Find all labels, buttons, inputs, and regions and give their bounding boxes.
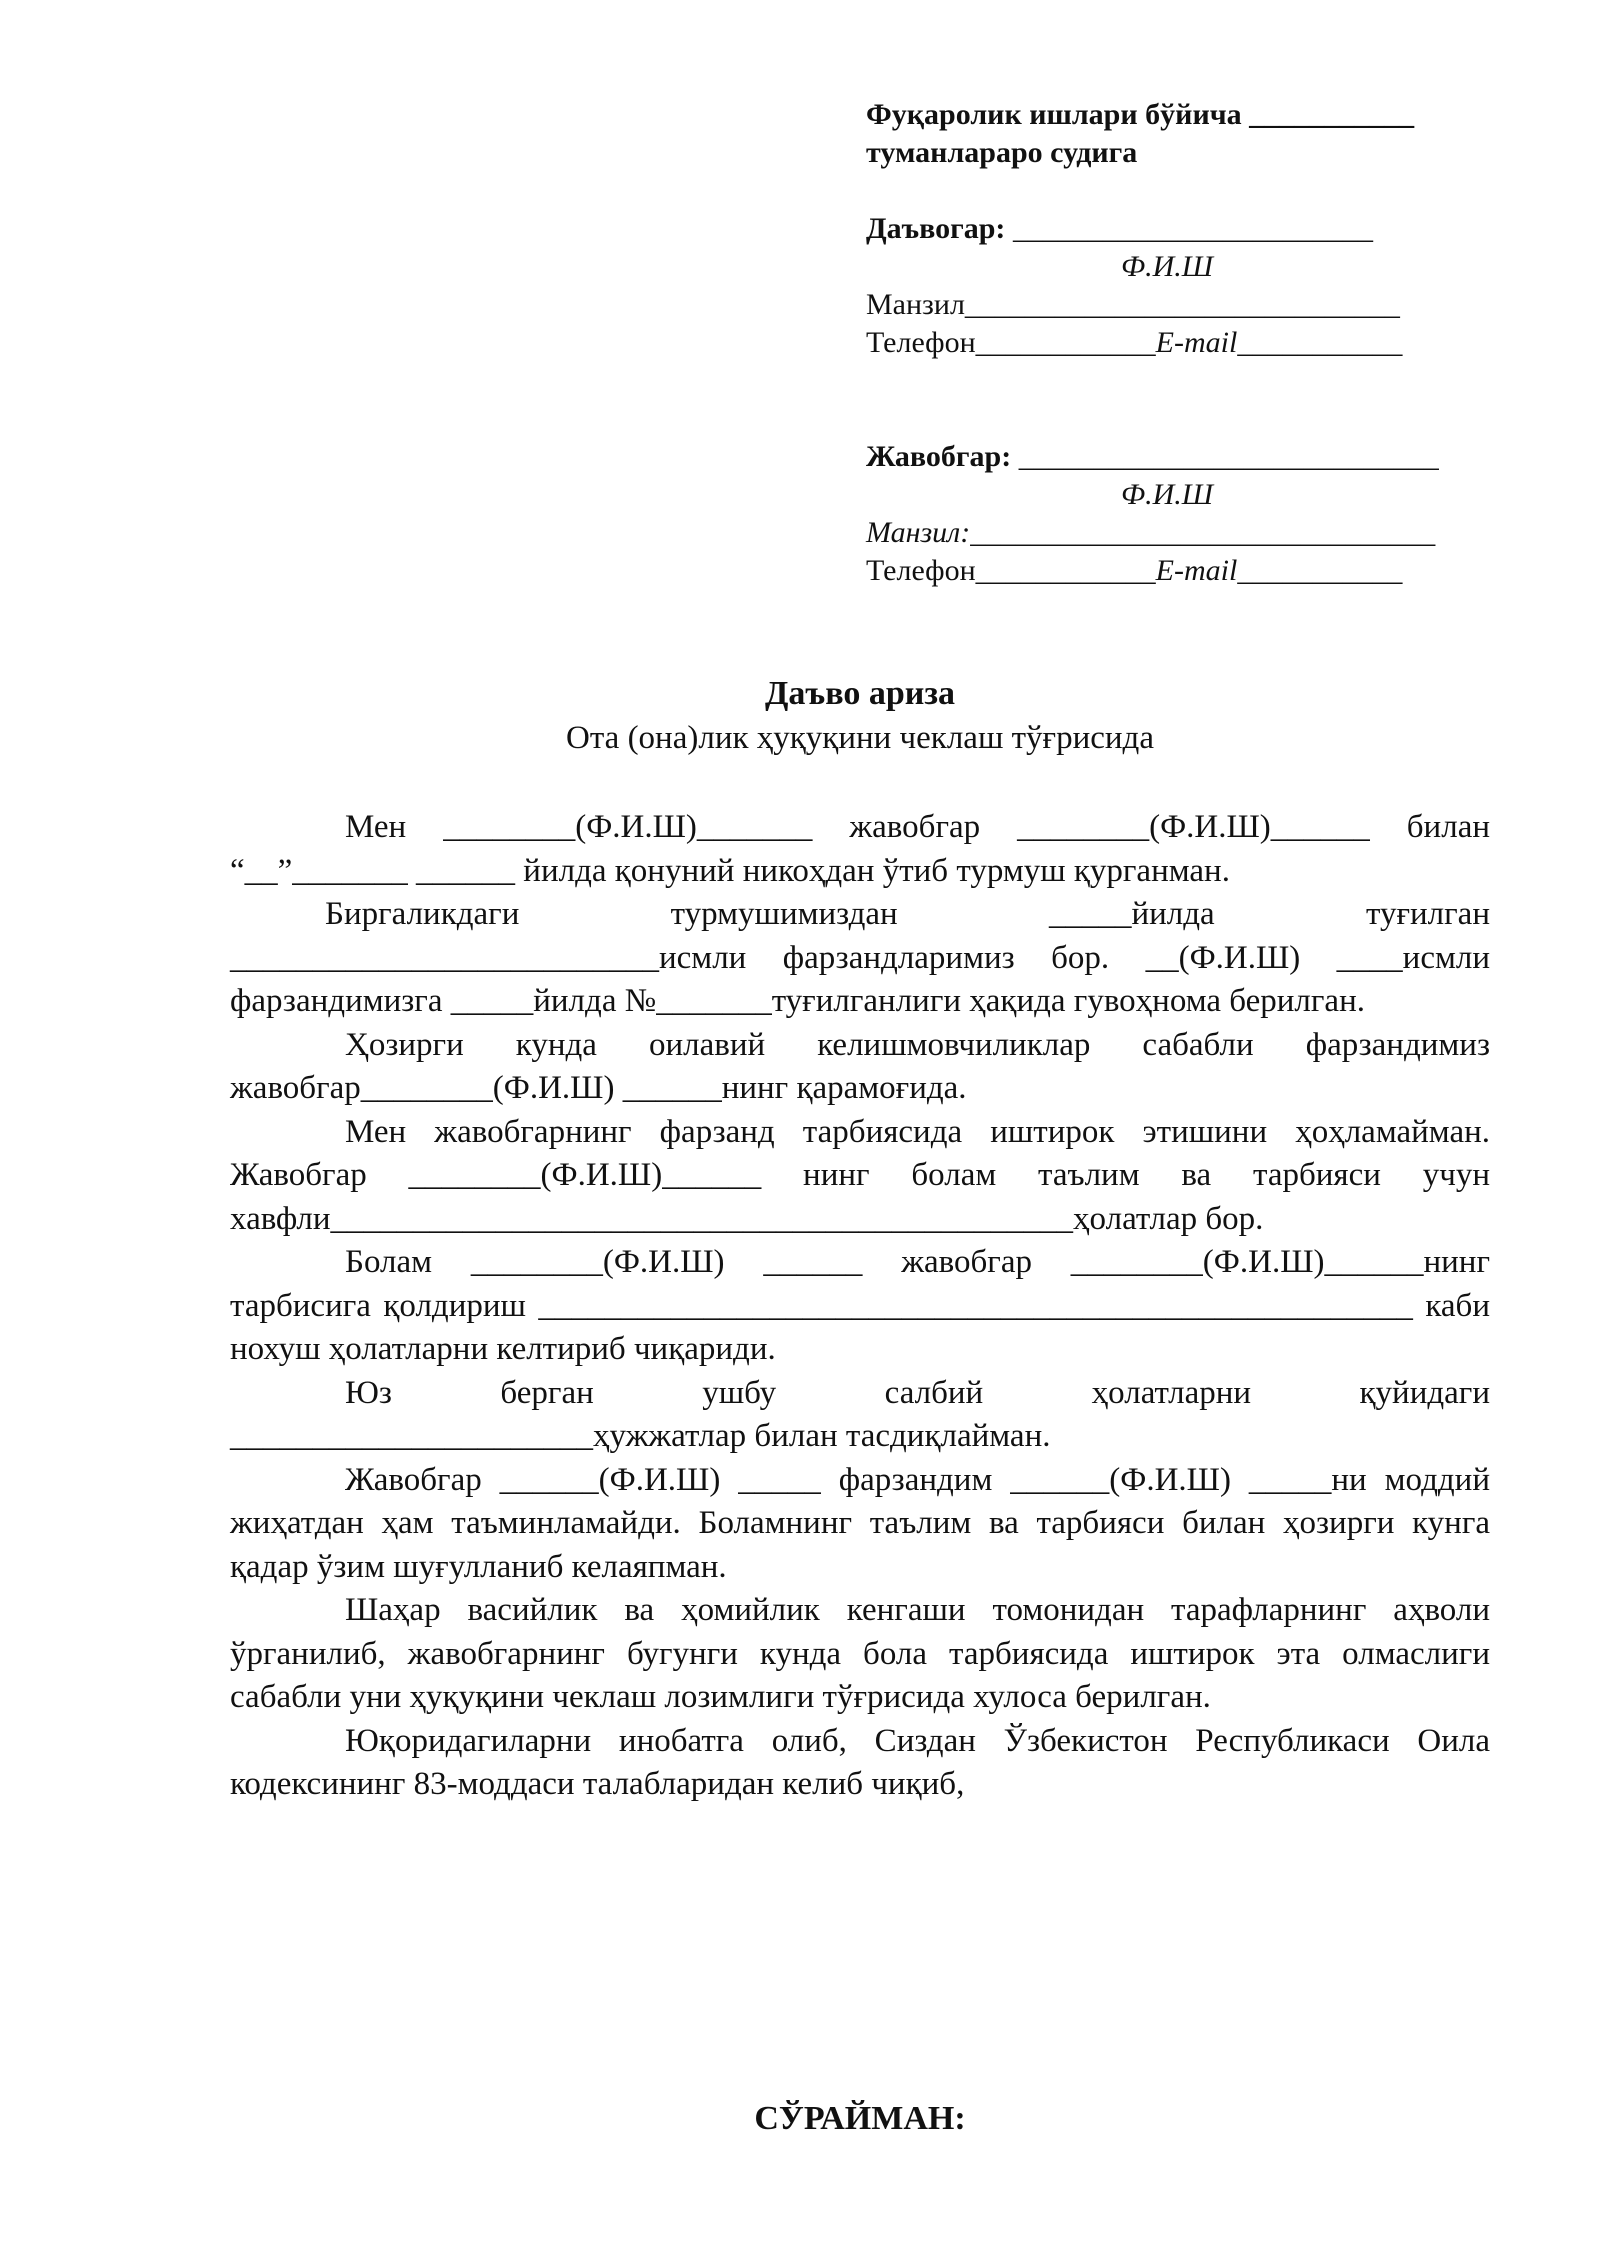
court-line-1: Фуқаролик ишлари бўйича ___________: [866, 98, 1415, 131]
plaintiff-fish-caption: Ф.И.Ш: [1121, 250, 1214, 283]
paragraph: Юз берган ушбу салбий ҳолатларни қуйидаги ______________________ҳужжатлар билан тасдиқлайман.: [230, 1374, 1490, 1454]
claim-body: [230, 806, 1490, 1807]
paragraph: Юқоридагиларни инобатга олиб, Сиздан Ўзбекистон Республикаси Оила кодексининг 83-моддаси талабларидан келиб чиқиб,: [230, 1722, 1490, 1802]
court-line-2: туманлараро судига: [866, 136, 1138, 169]
address-blank: _____________________________: [964, 288, 1400, 321]
plaintiff-name-blank: ________________________: [1005, 212, 1373, 245]
defendant-fish-caption: Ф.И.Ш: [1121, 478, 1214, 511]
paragraph: Шаҳар васийлик ва ҳомийлик кенгаши томонидан тарафларнинг аҳволи ўрганилиб, жавобгарнинг бугунги кунда бола тарбиясида иштирок эта олмаслиги сабабли уни ҳуқуқини чеклаш лозимлиги тўғрисида хулоса берилган.: [230, 1592, 1490, 1715]
defendant-address-line: [866, 514, 1466, 552]
defendant-name-blank: ____________________________: [1011, 440, 1439, 473]
paragraph: Биргаликдаги турмушимиздан _____йилда туғилган __________________________исмли фарзандларимиз бор. __(Ф.И.Ш) ____исмли фарзандимизга _____йилда №_______туғилганлиги ҳақида гувоҳнома берилган.: [230, 896, 1490, 1019]
plaintiff-contact-line: [866, 324, 1466, 362]
email-label: E-mail: [1155, 326, 1238, 359]
defendant-contact-line: [866, 552, 1466, 590]
phone-label: Телефон: [866, 326, 976, 359]
phone-blank: ____________: [975, 554, 1156, 587]
address-label-italic: Манзил:: [866, 516, 971, 549]
paragraph: Ҳозирги кунда оилавий келишмовчиликлар сабабли фарзандимиз жавобгар________(Ф.И.Ш) ______нинг қарамоғида.: [230, 1026, 1490, 1106]
paragraph: Мен ________(Ф.И.Ш)_______ жавобгар ________(Ф.И.Ш)______ билан “__”_______ ______ йилда қонуний никоҳдан ўтиб турмуш қурганман.: [230, 809, 1490, 889]
address-label: Манзил: [866, 288, 965, 321]
paragraph: Болам ________(Ф.И.Ш) ______ жавобгар ________(Ф.И.Ш)______нинг тарбисига қолдириш _____________________________________________________ каби нохуш ҳолатларни келтириб чиқариди.: [230, 1244, 1490, 1367]
phone-label: Телефон: [866, 554, 976, 587]
paragraph: Мен жавобгарнинг фарзанд тарбиясида иштирок этишини ҳоҳламайман. Жавобгар ________(Ф.И.Ш)______ нинг болам таълим ва тарбияси учун хавфли_____________________________________________ҳолатлар бор.: [230, 1113, 1490, 1237]
paragraph: Жавобгар ______(Ф.И.Ш) _____ фарзандим ______(Ф.И.Ш) _____ни моддий жиҳатдан ҳам таъминламайди. Боламнинг таълим ва тарбияси билан ҳозирги кунга қадар ўзим шуғулланиб келаяпман.: [230, 1461, 1490, 1585]
document-title: Даъво ариза: [764, 675, 955, 712]
plaintiff-line: [866, 210, 1466, 248]
email-label: E-mail: [1155, 554, 1238, 587]
email-blank: ___________: [1237, 326, 1403, 359]
phone-blank: ____________: [975, 326, 1156, 359]
plaintiff-address-line: [866, 286, 1466, 324]
plaintiff-label: Даъвогар:: [866, 212, 1006, 245]
defendant-line: [866, 438, 1466, 476]
defendant-label: Жавобгар:: [866, 440, 1012, 473]
request-heading: СЎРАЙМАН:: [754, 2100, 966, 2137]
document-subtitle: Ота (она)лик ҳуқуқини чеклаш тўғрисида: [566, 720, 1154, 756]
email-blank: ___________: [1237, 554, 1403, 587]
addressee-block: [866, 96, 1466, 590]
address-blank-2: _______________________________: [970, 516, 1436, 549]
